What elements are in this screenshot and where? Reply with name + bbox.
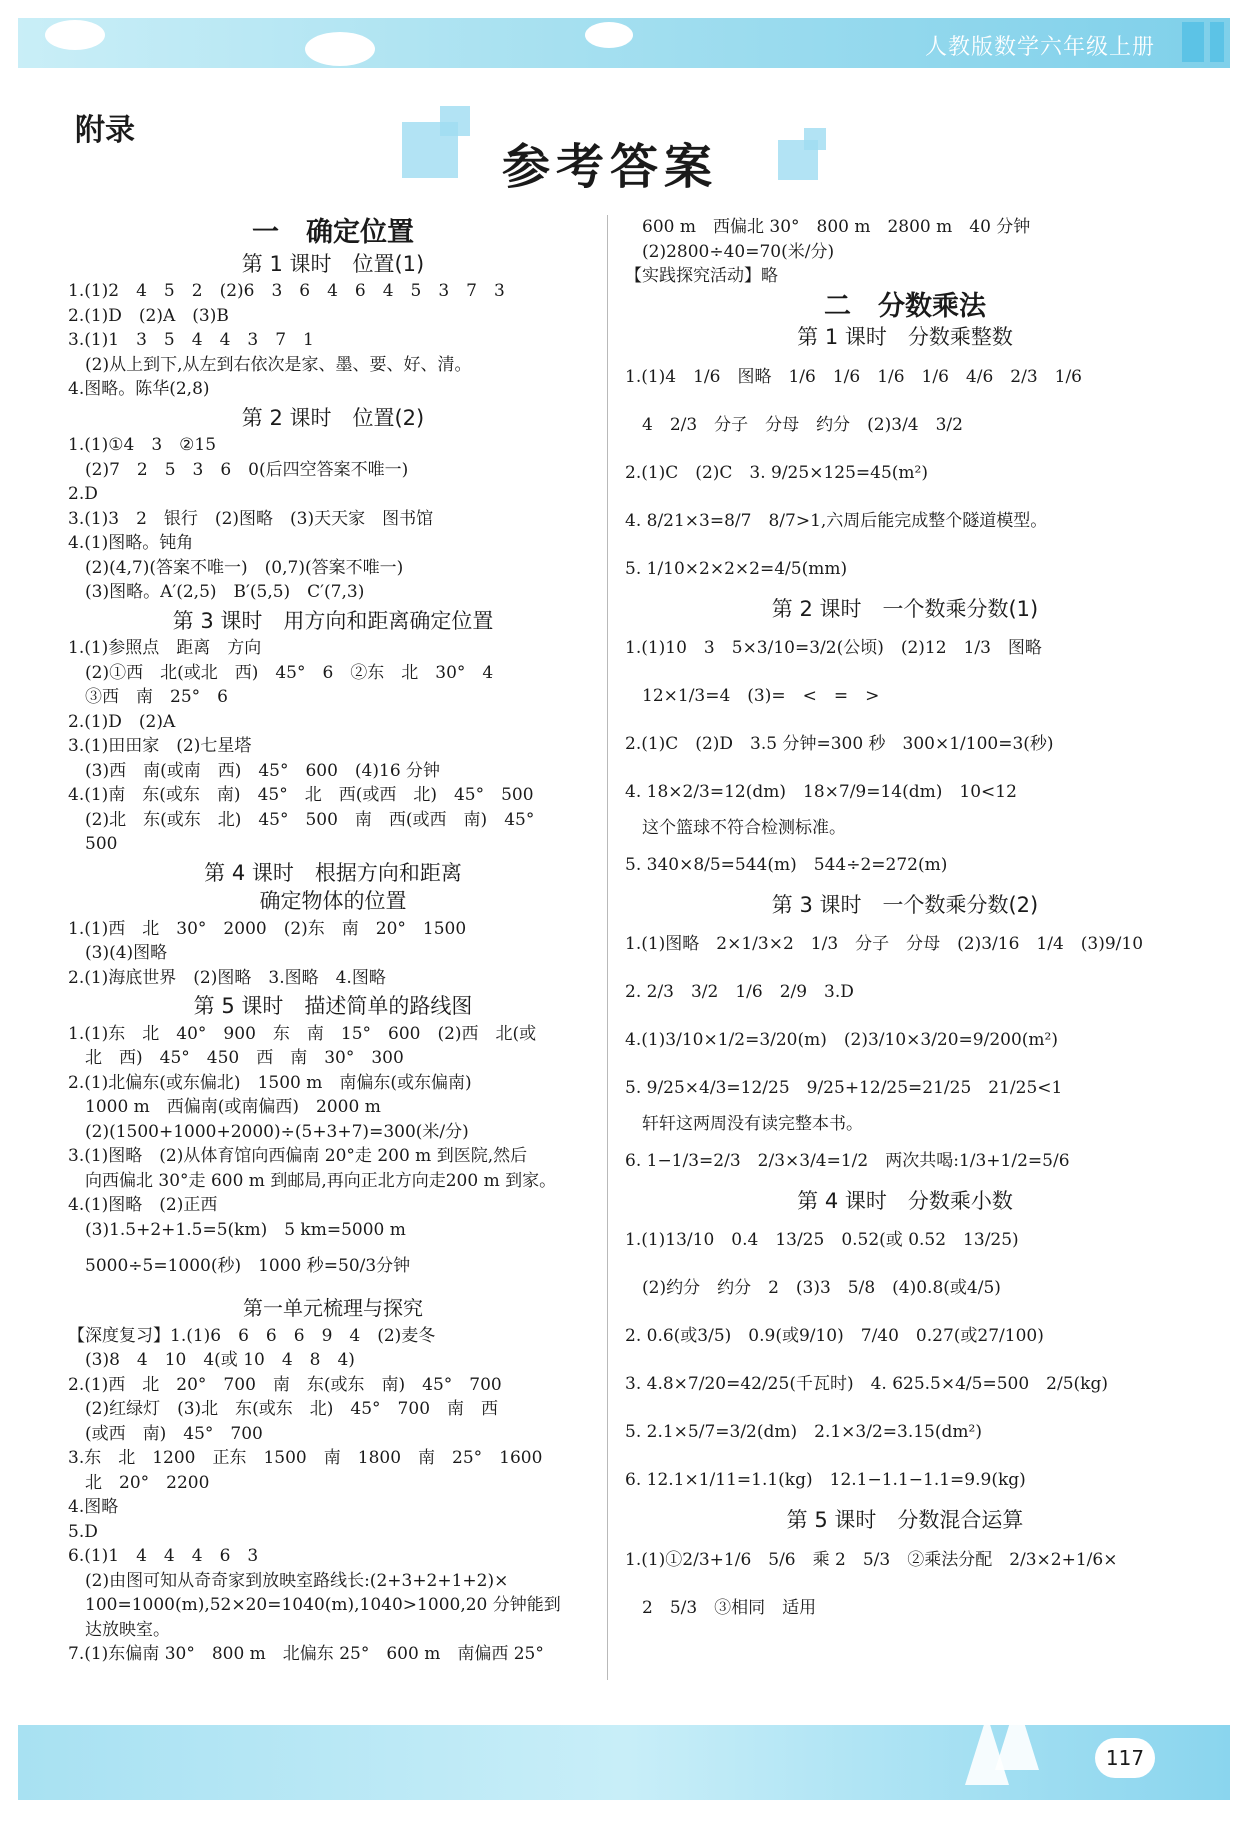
answer-line: 4. 18×2/3=12(dm) 18×7/9=14(dm) 10<12 <box>625 782 1017 802</box>
answer-line: 3.(1)田田家 (2)七星塔 <box>68 736 252 756</box>
answer-line: (2)由图可知从奇奇家到放映室路线长:(2+3+2+1+2)× <box>68 1570 509 1591</box>
answer-line: 5. 9/25×4/3=12/25 9/25+12/25=21/25 21/25<1 <box>625 1078 1063 1098</box>
answer-line: 【实践探究活动】略 <box>625 266 778 286</box>
lesson-heading: 第 3 课时 用方向和距离确定位置 <box>172 608 494 633</box>
lesson-heading: 第 5 课时 描述简单的路线图 <box>193 994 473 1018</box>
cloud-decoration <box>585 22 633 48</box>
answer-line: (3)(4)图略 <box>68 943 168 963</box>
answer-line: 3. 4.8×7/20=42/25(千瓦时) 4. 625.5×4/5=500 2/5(kg) <box>625 1374 1108 1394</box>
answer-line: 6. 1−1/3=2/3 2/3×3/4=1/2 两次共喝:1/3+1/2=5/6 <box>625 1150 1070 1171</box>
answer-line: 1.(1)西 北 30° 2000 (2)东 南 20° 1500 <box>68 918 467 939</box>
answer-line: 12×1/3=4 (3)= < = > <box>625 686 880 706</box>
answer-line: 2 5/3 ③相同 适用 <box>625 1597 817 1618</box>
answer-line: 1000 m 西偏南(或南偏西) 2000 m <box>68 1097 381 1117</box>
series-label: 人教版数学六年级上册 <box>924 35 1155 60</box>
lesson-heading: 确定物体的位置 <box>259 889 407 913</box>
answer-line: 达放映室。 <box>68 1619 170 1640</box>
answer-line: 4. 8/21×3=8/7 8/7>1,六周后能完成整个隧道模型。 <box>625 510 1048 531</box>
header-box-decoration <box>1210 22 1224 62</box>
answer-line: 5. 2.1×5/7=3/2(dm) 2.1×3/2=3.15(dm²) <box>625 1422 982 1442</box>
answer-line: (2)2800÷40=70(米/分) <box>625 241 835 262</box>
answer-line: (3)8 4 10 4(或 10 4 8 4) <box>68 1350 355 1370</box>
answer-line: 5. 340×8/5=544(m) 544÷2=272(m) <box>625 854 948 875</box>
answer-line: (2)北 东(或东 北) 45° 500 南 西(或西 南) 45° <box>68 809 535 830</box>
answer-line: 1.(1)10 3 5×3/10=3/2(公顷) (2)12 1/3 图略 <box>625 638 1042 658</box>
answer-line: (2)①西 北(或北 西) 45° 6 ②东 北 30° 4 <box>68 662 494 683</box>
answer-line: (2)(1500+1000+2000)÷(5+3+7)=300(米/分) <box>68 1121 469 1142</box>
appendix-label: 附录 <box>75 113 135 148</box>
answer-line: 500 <box>68 834 118 854</box>
answer-line: (3)1.5+2+1.5=5(km) 5 km=5000 m <box>68 1219 406 1240</box>
answer-line: (3)西 南(或南 西) 45° 600 (4)16 分钟 <box>68 760 441 781</box>
answer-line: 轩轩这两周没有读完整本书。 <box>625 1114 863 1134</box>
answer-line: 4 2/3 分子 分母 约分 (2)3/4 3/2 <box>625 414 963 435</box>
answer-line: 4.(1)图略。钝角 <box>68 533 194 553</box>
answer-line: 2.(1)西 北 20° 700 南 东(或东 南) 45° 700 <box>68 1374 502 1395</box>
answer-line: (2)红绿灯 (3)北 东(或东 北) 45° 700 南 西 <box>68 1399 499 1419</box>
footer-band <box>18 1725 1230 1800</box>
answer-line: 北 西) 45° 450 西 南 30° 300 <box>68 1048 404 1068</box>
page-title: 参考答案 <box>501 139 718 195</box>
lesson-heading: 第 1 课时 分数乘整数 <box>797 325 1013 349</box>
answer-line: 3.(1)3 2 银行 (2)图略 (3)天天家 图书馆 <box>68 508 434 529</box>
answer-line: 7.(1)东偏南 30° 800 m 北偏东 25° 600 m 南偏西 25° <box>68 1644 544 1664</box>
answer-line: ③西 南 25° 6 <box>68 687 228 707</box>
cloud-decoration <box>305 32 375 66</box>
answer-line: 1.(1)①2/3+1/6 5/6 乘 2 5/3 ②乘法分配 2/3×2+1/6× <box>625 1549 1118 1570</box>
answer-line: 4.(1)图略 (2)正西 <box>68 1195 218 1215</box>
header-box-decoration <box>1182 22 1204 62</box>
review-heading: 第一单元梳理与探究 <box>243 1296 423 1320</box>
lesson-heading: 第 4 课时 分数乘小数 <box>797 1188 1013 1213</box>
answer-line: 2.(1)D (2)A <box>68 711 176 732</box>
lesson-heading: 第 2 课时 位置(2) <box>241 405 425 430</box>
answer-line: (2)7 2 5 3 6 0(后四空答案不唯一) <box>68 459 409 480</box>
lesson-heading: 第 3 课时 一个数乘分数(2) <box>771 892 1039 917</box>
answer-line: 4.(1)3/10×1/2=3/20(m) (2)3/10×3/20=9/200(m²) <box>625 1030 1058 1050</box>
answer-line: 2. 2/3 3/2 1/6 2/9 3.D <box>625 982 854 1002</box>
answer-line: 北 20° 2200 <box>68 1472 210 1493</box>
page-number: 117 <box>1095 1738 1155 1778</box>
answer-line: 这个篮球不符合检测标准。 <box>625 818 846 838</box>
answer-line: 6. 12.1×1/11=1.1(kg) 12.1−1.1−1.1=9.9(kg) <box>625 1470 1026 1490</box>
answer-line: 5000÷5=1000(秒) 1000 秒=50/3分钟 <box>68 1256 411 1276</box>
answer-line: 3.东 北 1200 正东 1500 南 1800 南 25° 1600 <box>68 1448 543 1468</box>
answer-line: 2. 0.6(或3/5) 0.9(或9/10) 7/40 0.27(或27/100) <box>625 1326 1044 1346</box>
answer-line: 【深度复习】1.(1)6 6 6 6 9 4 (2)麦冬 <box>68 1325 436 1346</box>
answer-line: 1.(1)东 北 40° 900 东 南 15° 600 (2)西 北(或 <box>68 1023 537 1044</box>
answer-line: 1.(1)参照点 距离 方向 <box>68 638 262 658</box>
answer-line: 100=1000(m),52×20=1040(m),1040>1000,20 分钟能到 <box>68 1595 561 1615</box>
answer-line: 1.(1)13/10 0.4 13/25 0.52(或 0.52 13/25) <box>625 1230 1019 1250</box>
answer-line: 2.(1)C (2)C 3. 9/25×125=45(m²) <box>625 462 928 483</box>
answer-line: 2.(1)C (2)D 3.5 分钟=300 秒 300×1/100=3(秒) <box>625 734 1054 754</box>
answer-line: (2)约分 约分 2 (3)3 5/8 (4)0.8(或4/5) <box>625 1278 1001 1298</box>
answer-line: 2.D <box>68 484 98 504</box>
answer-line: 600 m 西偏北 30° 800 m 2800 m 40 分钟 <box>625 217 1031 237</box>
answer-line: 4.图略 <box>68 1497 119 1517</box>
answer-line: (或西 南) 45° 700 <box>68 1423 263 1444</box>
answer-line: 向西偏北 30°走 600 m 到邮局,再向正北方向走200 m 到家。 <box>68 1170 557 1191</box>
answer-line: (3)图略。A′(2,5) B′(5,5) C′(7,3) <box>68 582 365 602</box>
answer-line: 5.D <box>68 1521 98 1542</box>
column-divider <box>607 215 608 1680</box>
answer-column-right <box>625 215 1185 1632</box>
answer-line: 2.(1)海底世界 (2)图略 3.图略 4.图略 <box>68 967 386 988</box>
answer-line: 6.(1)1 4 4 4 6 3 <box>68 1546 259 1566</box>
unit-heading: 二 分数乘法 <box>824 290 986 322</box>
answer-column-left <box>68 215 598 1667</box>
answer-line: 4.(1)南 东(或东 南) 45° 北 西(或西 北) 45° 500 <box>68 785 534 805</box>
answer-line: 1.(1)图略 2×1/3×2 1/3 分子 分母 (2)3/16 1/4 (3)9/10 <box>625 934 1144 954</box>
answer-line: 4.图略。陈华(2,8) <box>68 379 210 399</box>
answer-line: 1.(1)4 1/6 图略 1/6 1/6 1/6 1/6 4/6 2/3 1/6 <box>625 366 1082 387</box>
cloud-decoration <box>45 20 105 50</box>
answer-line: 3.(1)图略 (2)从体育馆向西偏南 20°走 200 m 到医院,然后 <box>68 1146 528 1166</box>
lesson-heading: 第 5 课时 分数混合运算 <box>786 1508 1024 1532</box>
tree-decoration <box>995 1700 1039 1770</box>
answer-line: 3.(1)1 3 5 4 4 3 7 1 <box>68 330 314 350</box>
answer-line: 1.(1)①4 3 ②15 <box>68 435 217 455</box>
lesson-heading: 第 1 课时 位置(1) <box>241 251 425 276</box>
answer-line: 5. 1/10×2×2×2=4/5(mm) <box>625 558 848 579</box>
lesson-heading: 第 2 课时 一个数乘分数(1) <box>771 596 1039 621</box>
answer-line: (2)从上到下,从左到右依次是家、墨、要、好、清。 <box>68 354 472 375</box>
answer-line: 1.(1)2 4 5 2 (2)6 3 6 4 6 4 5 3 7 3 <box>68 281 505 301</box>
answer-line: 2.(1)D (2)A (3)B <box>68 305 229 326</box>
unit-heading: 一 确定位置 <box>252 217 414 248</box>
lesson-heading: 第 4 课时 根据方向和距离 <box>204 860 462 885</box>
answer-line: 2.(1)北偏东(或东偏北) 1500 m 南偏东(或东偏南) <box>68 1072 472 1093</box>
answer-line: (2)(4,7)(答案不唯一) (0,7)(答案不唯一) <box>68 557 404 578</box>
